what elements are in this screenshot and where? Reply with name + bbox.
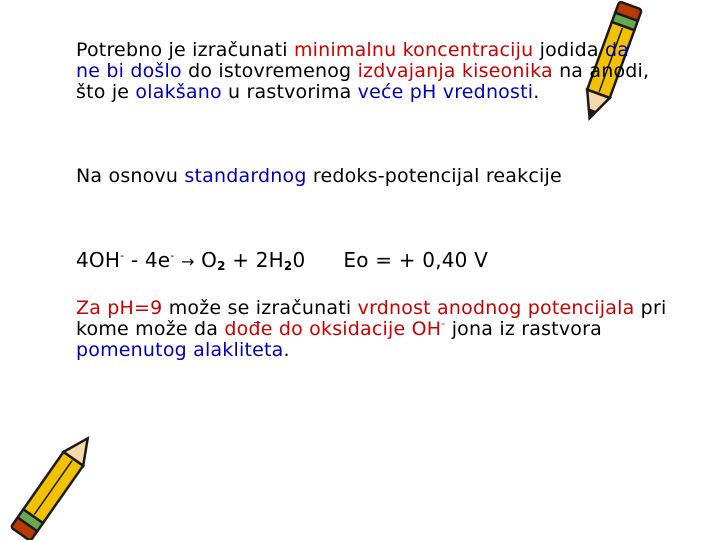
highlight-span: pomenutog bbox=[76, 339, 187, 361]
text-span: Na osnovu bbox=[76, 165, 185, 187]
text-span: jodida bbox=[533, 39, 605, 61]
highlight-span: veće pH vrednosti bbox=[357, 81, 534, 103]
text-span: na anodi, što je bbox=[76, 60, 650, 103]
reaction-arrow-icon: → bbox=[180, 252, 195, 271]
text-span: može se izračunati bbox=[162, 297, 358, 319]
highlight-span: standardnog bbox=[184, 165, 307, 187]
highlight-span: alakliteta bbox=[186, 339, 284, 361]
standard-potential: Eo = + 0,40 V bbox=[343, 248, 489, 272]
text-span: u rastvorima bbox=[221, 81, 358, 103]
reaction-equation bbox=[76, 248, 676, 274]
highlight-span: da ne bi došlo bbox=[76, 39, 630, 82]
highlight-span: Za pH=9 bbox=[76, 297, 163, 319]
charge-superscript: - bbox=[441, 317, 446, 330]
highlight-span: vrdnost anodnog potencijala bbox=[357, 297, 635, 319]
text-span: Potrebno je izračunati bbox=[76, 39, 294, 61]
highlight-span: dođe do oksidacije bbox=[224, 318, 406, 340]
text-span: . bbox=[533, 81, 540, 103]
highlight-span: olakšano bbox=[135, 81, 222, 103]
text-span: do istovremenog bbox=[181, 60, 358, 82]
equation-term: O bbox=[194, 248, 218, 272]
equation-term: 0 bbox=[292, 248, 306, 272]
charge-superscript: - bbox=[170, 249, 175, 262]
highlight-span: izdvajanja kiseonika bbox=[357, 60, 553, 82]
text-span: pri kome može da bbox=[76, 297, 667, 340]
equation-term: + 2H bbox=[225, 248, 284, 272]
text-span: jona iz rastvora bbox=[445, 318, 602, 340]
highlight-span: OH bbox=[411, 318, 442, 340]
charge-superscript: - bbox=[120, 249, 125, 262]
highlight-span: minimalnu koncentraciju bbox=[293, 39, 534, 61]
subscript: 2 bbox=[217, 259, 226, 273]
calculation-paragraph bbox=[76, 298, 676, 361]
redox-intro-paragraph bbox=[76, 166, 636, 187]
pencil-icon bbox=[0, 430, 110, 540]
equation-term: 4OH bbox=[76, 248, 121, 272]
text-span: redoks-potencijal reakcije bbox=[306, 165, 562, 187]
equation-term: - 4e bbox=[124, 248, 171, 272]
subscript: 2 bbox=[283, 259, 293, 273]
text-span: . bbox=[283, 339, 290, 361]
intro-paragraph bbox=[76, 40, 656, 103]
